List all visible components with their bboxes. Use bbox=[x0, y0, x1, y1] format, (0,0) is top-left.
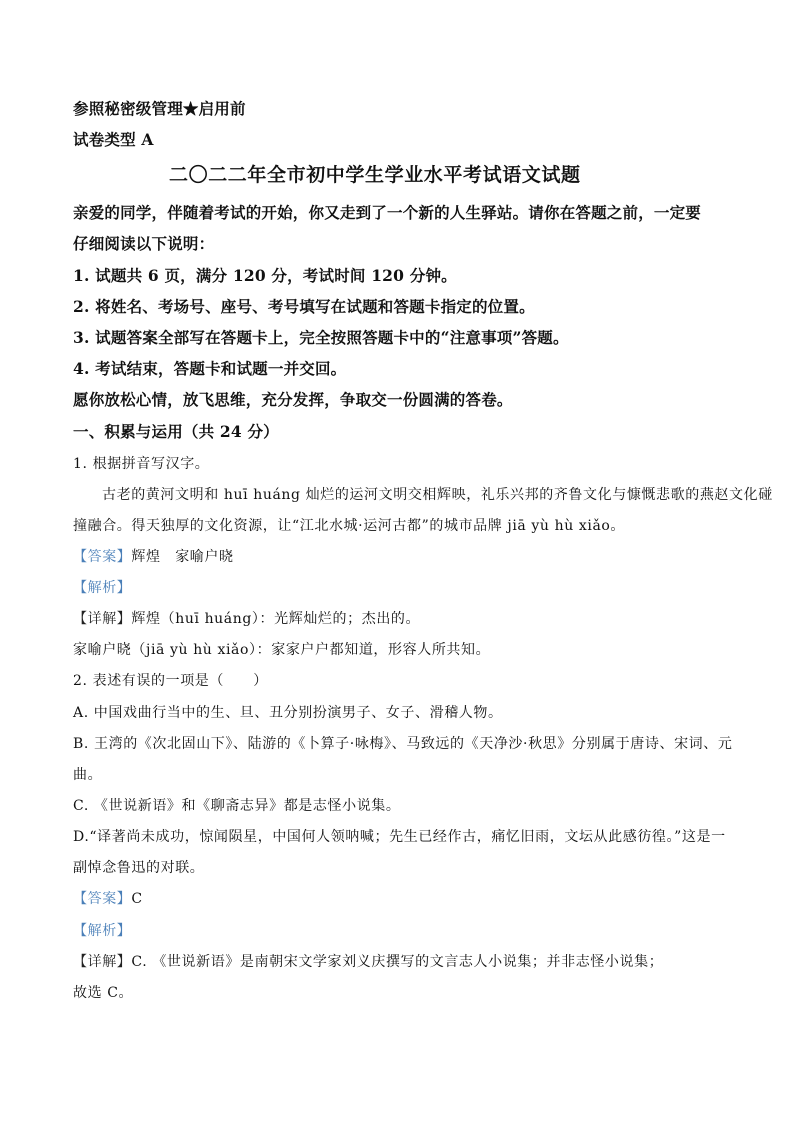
analysis-label: 【解析】 bbox=[73, 580, 132, 596]
q2-option-b-line-2: 曲。 bbox=[73, 767, 103, 783]
q1-answer bbox=[73, 546, 234, 566]
detail-label: 【详解】 bbox=[73, 954, 132, 970]
answer-label: 【答案】 bbox=[73, 891, 132, 907]
q1-answer-value: 辉煌 家喻户晓 bbox=[131, 549, 234, 565]
q2-detail-line-2: 故选 C。 bbox=[73, 985, 134, 1001]
instruction-item: 4. 考试结束，答题卡和试题一并交回。 bbox=[73, 359, 347, 378]
answer-label: 【答案】 bbox=[73, 549, 132, 565]
q1-stem: 1. 根据拼音写汉字。 bbox=[73, 456, 210, 472]
q2-detail-text: C. 《世说新语》是南朝宋文学家刘义庆撰写的文言志人小说集；并非志怪小说集； bbox=[131, 954, 664, 970]
section-title: 一、积累与运用（共 24 分） bbox=[73, 422, 279, 441]
q2-option-c: C. 《世说新语》和《聊斋志异》都是志怪小说集。 bbox=[73, 798, 401, 814]
greeting-line-1: 亲爱的同学，伴随着考试的开始，你又走到了一个新的人生驿站。请你在答题之前，一定要 bbox=[73, 203, 702, 222]
greeting-line-2: 仔细阅读以下说明： bbox=[73, 234, 215, 253]
q2-option-d-line-1: D.“译著尚未成功，惊闻陨星，中国何人领呐喊；先生已经作古，痛忆旧雨，文坛从此感彷徨。”这是一 bbox=[73, 829, 726, 845]
instruction-item: 3. 试题答案全部写在答题卡上，完全按照答题卡中的“注意事项”答题。 bbox=[73, 328, 569, 347]
q2-stem: 2. 表述有误的一项是（ ） bbox=[73, 673, 268, 689]
page-title: 二〇二二年全市初中学生学业水平考试语文试题 bbox=[169, 164, 581, 186]
q1-passage-line-1: 古老的黄河文明和 huī huáng 灿烂的运河文明交相辉映，礼乐兴邦的齐鲁文化与慷慨悲歌的燕赵文化碰 bbox=[102, 487, 773, 503]
q2-option-a: A. 中国戏曲行当中的生、旦、丑分别扮演男子、女子、滑稽人物。 bbox=[73, 705, 503, 721]
q2-detail-line-1 bbox=[73, 951, 663, 971]
detail-label: 【详解】 bbox=[73, 611, 132, 627]
instruction-item: 2. 将姓名、考场号、座号、考号填写在试题和答题卡指定的位置。 bbox=[73, 297, 535, 316]
q1-analysis bbox=[73, 577, 131, 597]
paper-type: 试卷类型 A bbox=[73, 130, 154, 149]
secret-level-notice: 参照秘密级管理★启用前 bbox=[73, 99, 246, 118]
q2-option-d-line-2: 副悼念鲁迅的对联。 bbox=[73, 860, 205, 876]
analysis-label: 【解析】 bbox=[73, 923, 132, 939]
q1-detail-line-2: 家喻户晓（jiā yù hù xiǎo）：家家户户都知道，形容人所共知。 bbox=[73, 642, 491, 658]
wish-text: 愿你放松心情，放飞思维，充分发挥，争取交一份圆满的答卷。 bbox=[73, 390, 513, 409]
q2-answer bbox=[73, 888, 143, 908]
instruction-item: 1. 试题共 6 页，满分 120 分，考试时间 120 分钟。 bbox=[73, 266, 457, 285]
q2-option-b-line-1: B. 王湾的《次北固山下》、陆游的《卜算子·咏梅》、马致远的《天净沙·秋思》分别属于唐诗、宋词、元 bbox=[73, 736, 733, 752]
q1-detail-text: 辉煌（huī huáng）：光辉灿烂的；杰出的。 bbox=[131, 611, 421, 627]
q2-analysis bbox=[73, 920, 131, 940]
q1-passage-line-2: 撞融合。得天独厚的文化资源，让“江北水城·运河古都”的城市品牌 jiā yù hù xiǎo。 bbox=[73, 518, 626, 534]
q2-answer-value: C bbox=[131, 891, 143, 907]
q1-detail-line-1 bbox=[73, 608, 420, 628]
